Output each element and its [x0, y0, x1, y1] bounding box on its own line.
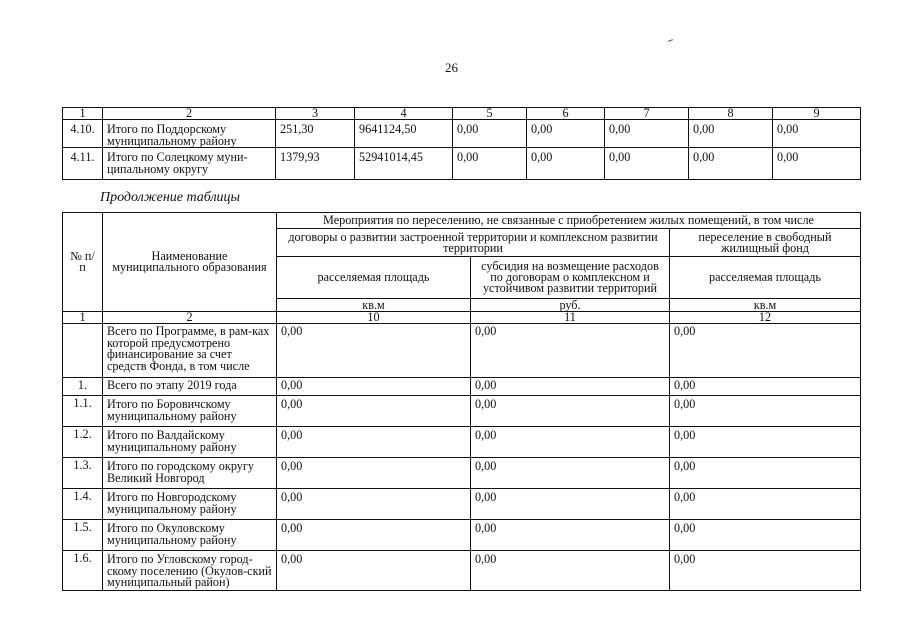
- cell-value: 0,00: [471, 396, 670, 427]
- row-number: 1.4.: [63, 489, 103, 520]
- cell-value: 0,00: [453, 148, 527, 180]
- cell-value: 0,00: [277, 378, 471, 396]
- row-name: Итого по Боровичскому муниципальному району: [103, 396, 277, 427]
- row-name: Итого по городскому округу Великий Новгород: [103, 458, 277, 489]
- cell-value: 0,00: [277, 489, 471, 520]
- cell-value: 0,00: [277, 458, 471, 489]
- column-number: 11: [471, 312, 670, 324]
- cell-value: 0,00: [471, 378, 670, 396]
- column-number: 10: [277, 312, 471, 324]
- row-name: Итого по Окуловскому муниципальному району: [103, 520, 277, 551]
- row-name: Итого по Поддорскому муниципальному району: [103, 120, 276, 148]
- table-row: [63, 551, 861, 591]
- header-group: Мероприятия по переселению, не связанные с приобретением жилых помещений, в том числе: [277, 213, 861, 229]
- unit-label: кв.м: [277, 299, 471, 312]
- row-number: 1.2.: [63, 427, 103, 458]
- cell-value: 0,00: [670, 489, 861, 520]
- column-number: 7: [605, 108, 689, 120]
- row-name: Итого по Солецкому муни-ципальному округу: [103, 148, 276, 180]
- column-number: 5: [453, 108, 527, 120]
- cell-value: 0,00: [471, 489, 670, 520]
- row-number: 1.3.: [63, 458, 103, 489]
- cell-value: 0,00: [277, 324, 471, 378]
- table-row: [63, 396, 861, 427]
- row-number: 4.10.: [63, 120, 103, 148]
- column-number: 2: [103, 108, 276, 120]
- column-number: 1: [63, 312, 103, 324]
- cell-value: 0,00: [670, 520, 861, 551]
- main-table: [62, 212, 861, 591]
- column-number: 3: [276, 108, 355, 120]
- header-row: [63, 213, 861, 229]
- row-name: Итого по Валдайскому муниципальному району: [103, 427, 277, 458]
- continuation-label: Продолжение таблицы: [100, 190, 241, 205]
- cell-value: 0,00: [773, 120, 861, 148]
- cell-value: 52941014,45: [355, 148, 453, 180]
- cell-value: 0,00: [670, 551, 861, 591]
- cell-value: 0,00: [773, 148, 861, 180]
- row-number: 4.11.: [63, 148, 103, 180]
- unit-label: кв.м: [670, 299, 861, 312]
- cell-value: 0,00: [471, 458, 670, 489]
- header-subsidy: субсидия на возмещение расходов по договорам о комплексном и устойчивом развитии территорий: [471, 257, 670, 299]
- column-number: 6: [527, 108, 605, 120]
- scan-mark: [668, 39, 673, 42]
- cell-value: 0,00: [277, 520, 471, 551]
- cell-value: 0,00: [471, 520, 670, 551]
- column-number: 2: [103, 312, 277, 324]
- row-name: Итого по Угловскому город-скому поселению (Окулов-ский муниципальный район): [103, 551, 277, 591]
- row-number: [63, 324, 103, 378]
- cell-value: 0,00: [527, 120, 605, 148]
- cell-value: 0,00: [471, 324, 670, 378]
- cell-value: 0,00: [605, 148, 689, 180]
- cell-value: 0,00: [670, 378, 861, 396]
- cell-value: 0,00: [670, 427, 861, 458]
- column-number: 4: [355, 108, 453, 120]
- top-table-column-numbers: [63, 108, 861, 120]
- column-number: 8: [689, 108, 773, 120]
- header-development-contracts: договоры о развитии застроенной территории и комплексном развитии территории: [277, 229, 670, 257]
- table-row: [63, 378, 861, 396]
- table-row: [63, 120, 861, 148]
- main-table-column-numbers: [63, 312, 861, 324]
- table-row: [63, 489, 861, 520]
- header-number: № п/п: [63, 213, 103, 312]
- cell-value: 0,00: [277, 396, 471, 427]
- cell-value: 0,00: [453, 120, 527, 148]
- row-number: 1.6.: [63, 551, 103, 591]
- table-row: [63, 427, 861, 458]
- table-row: [63, 520, 861, 551]
- row-name: Всего по Программе, в рам-ках которой предусмотрено финансирование за счет средств Фонда, в том числе: [103, 324, 277, 378]
- page-number: 26: [445, 60, 458, 75]
- header-area: расселяемая площадь: [277, 257, 471, 299]
- cell-value: 0,00: [277, 551, 471, 591]
- table-row: [63, 148, 861, 180]
- row-number: 1.: [63, 378, 103, 396]
- column-number: 12: [670, 312, 861, 324]
- cell-value: 0,00: [605, 120, 689, 148]
- header-free-housing: переселение в свободный жилищный фонд: [670, 229, 861, 257]
- cell-value: 251,30: [276, 120, 355, 148]
- cell-value: 0,00: [670, 396, 861, 427]
- table-row: [63, 324, 861, 378]
- column-number: 9: [773, 108, 861, 120]
- column-number: 1: [63, 108, 103, 120]
- header-name: Наименование муниципального образования: [103, 213, 277, 312]
- unit-label: руб.: [471, 299, 670, 312]
- cell-value: 0,00: [689, 148, 773, 180]
- row-name: Всего по этапу 2019 года: [103, 378, 277, 396]
- cell-value: 0,00: [689, 120, 773, 148]
- table-row: [63, 458, 861, 489]
- row-name: Итого по Новгородскому муниципальному району: [103, 489, 277, 520]
- row-number: 1.1.: [63, 396, 103, 427]
- header-area-2: расселяемая площадь: [670, 257, 861, 299]
- cell-value: 0,00: [471, 427, 670, 458]
- cell-value: 0,00: [527, 148, 605, 180]
- cell-value: 0,00: [277, 427, 471, 458]
- cell-value: 0,00: [471, 551, 670, 591]
- row-number: 1.5.: [63, 520, 103, 551]
- top-table: [62, 107, 861, 180]
- cell-value: 9641124,50: [355, 120, 453, 148]
- cell-value: 0,00: [670, 324, 861, 378]
- cell-value: 0,00: [670, 458, 861, 489]
- cell-value: 1379,93: [276, 148, 355, 180]
